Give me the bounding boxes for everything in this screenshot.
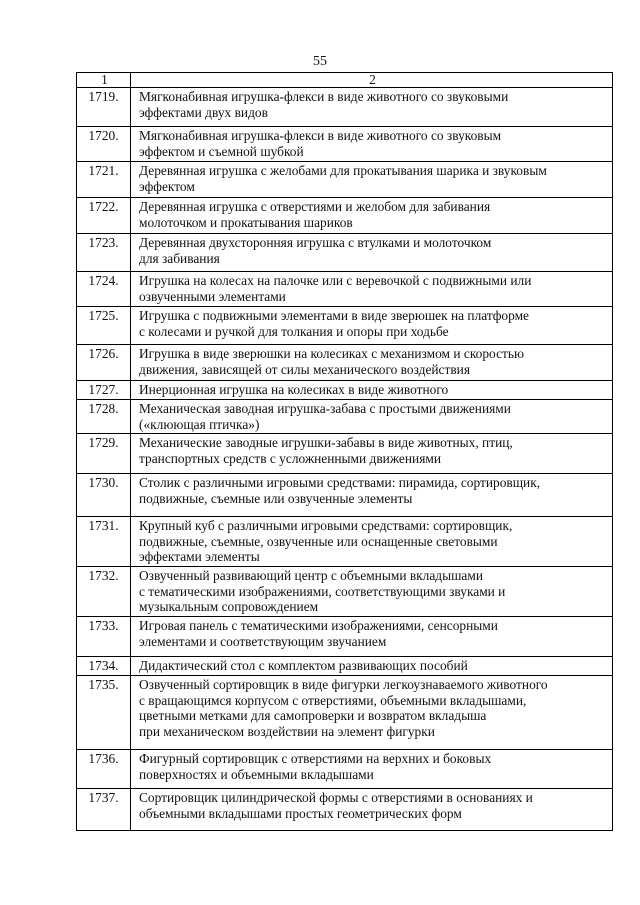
description-line: подвижные, съемные или озвученные элементы <box>139 490 413 506</box>
table-row <box>77 345 613 381</box>
row-number: 1731. <box>77 517 131 567</box>
row-description <box>131 400 613 434</box>
row-description <box>131 434 613 474</box>
description-line: эффектом и съемной шубкой <box>139 143 304 159</box>
description-line: музыкальным сопровождением <box>139 599 319 615</box>
row-description <box>131 88 613 127</box>
row-number: 1734. <box>77 656 131 675</box>
description-line: эффектами двух видов <box>139 104 268 120</box>
row-description <box>131 675 613 749</box>
row-description <box>131 656 613 675</box>
row-description <box>131 162 613 198</box>
description-line: подвижные, съемные, озвученные или оснащенные световыми <box>139 533 498 549</box>
description-line: с вращающимся корпусом с отверстиями, объемными вкладышами, <box>139 692 527 708</box>
table-row <box>77 381 613 400</box>
row-description <box>131 307 613 345</box>
description-line: Деревянная двухсторонняя игрушка с втулками и молоточком <box>139 235 492 250</box>
row-description <box>131 272 613 307</box>
table-row <box>77 127 613 162</box>
description-line: Игрушка в виде зверюшки на колесиках с механизмом и скоростью <box>139 346 524 361</box>
row-number: 1726. <box>77 345 131 381</box>
row-description <box>131 788 613 830</box>
description-line: транспортных средств с усложненными движениями <box>139 450 441 466</box>
page-number: 55 <box>313 54 327 69</box>
row-description <box>131 616 613 656</box>
description-line: при механическом воздействии на элемент фигурки <box>139 723 435 739</box>
table-row <box>77 88 613 127</box>
description-line: Инерционная игрушка на колесиках в виде животного <box>139 382 449 397</box>
description-line: эффектами элементы <box>139 549 260 565</box>
table-body <box>77 73 613 831</box>
description-line: эффектом <box>139 178 195 194</box>
table-row <box>77 656 613 675</box>
row-number: 1720. <box>77 127 131 162</box>
description-line: Фигурный сортировщик с отверстиями на верхних и боковых <box>139 750 492 766</box>
row-description <box>131 566 613 616</box>
table-row <box>77 749 613 788</box>
description-line: элементами и соответствующим звучанием <box>139 633 387 649</box>
description-line: Мягконабивная игрушка-флекси в виде животного со звуковыми <box>139 89 509 104</box>
row-description <box>131 749 613 788</box>
row-number: 1728. <box>77 400 131 434</box>
description-line: Мягконабивная игрушка-флекси в виде животного со звуковым <box>139 128 502 143</box>
description-line: поверхностях и объемными вкладышами <box>139 766 374 782</box>
description-line: с тематическими изображениями, соответствующими звуками и <box>139 583 506 599</box>
row-description <box>131 517 613 567</box>
table-header-row <box>77 73 613 88</box>
table-row <box>77 616 613 656</box>
description-line: объемными вкладышами простых геометрических форм <box>139 805 462 821</box>
row-number: 1732. <box>77 566 131 616</box>
row-number: 1737. <box>77 788 131 830</box>
description-line: Сортировщик цилиндрической формы с отверстиями в основаниях и <box>139 789 533 805</box>
table-row <box>77 307 613 345</box>
row-number: 1730. <box>77 474 131 517</box>
table-row <box>77 474 613 517</box>
row-number: 1735. <box>77 675 131 749</box>
row-description <box>131 474 613 517</box>
row-number: 1723. <box>77 234 131 272</box>
description-line: Дидактический стол с комплектом развивающих пособий <box>139 657 468 673</box>
description-line: Столик с различными игровыми средствами: пирамида, сортировщик, <box>139 475 541 491</box>
description-line: Крупный куб с различными игровыми средствами: сортировщик, <box>139 518 513 534</box>
table-row <box>77 198 613 234</box>
row-number: 1719. <box>77 88 131 127</box>
table-row <box>77 272 613 307</box>
row-number: 1733. <box>77 616 131 656</box>
description-line: («клюющая птичка») <box>139 416 260 432</box>
description-line: Озвученный развивающий центр с объемными вкладышами <box>139 567 483 583</box>
row-number: 1724. <box>77 272 131 307</box>
description-line: Игрушка на колесах на палочке или с веревочкой с подвижными или <box>139 273 532 288</box>
table-row <box>77 566 613 616</box>
description-line: Игровая панель с тематическими изображениями, сенсорными <box>139 617 498 633</box>
header-col-description: 2 <box>131 73 613 88</box>
items-table <box>76 72 613 831</box>
row-description <box>131 127 613 162</box>
description-line: для забивания <box>139 250 220 266</box>
table-row <box>77 400 613 434</box>
row-number: 1725. <box>77 307 131 345</box>
row-description <box>131 234 613 272</box>
description-line: цветными метками для самопроверки и возвратом вкладыша <box>139 708 487 724</box>
table-row <box>77 234 613 272</box>
description-line: молоточком и прокатывания шариков <box>139 214 353 230</box>
row-number: 1729. <box>77 434 131 474</box>
description-line: Механическая заводная игрушка-забава с простыми движениями <box>139 401 511 416</box>
table-row <box>77 788 613 830</box>
description-line: с колесами и ручкой для толкания и опоры при ходьбе <box>139 323 449 339</box>
description-line: озвученными элементами <box>139 288 286 304</box>
description-line: Деревянная игрушка с отверстиями и желобом для забивания <box>139 199 491 214</box>
description-line: Игрушка с подвижными элементами в виде зверюшек на платформе <box>139 308 529 323</box>
description-line: Деревянная игрушка с желобами для прокатывания шарика и звуковым <box>139 163 547 178</box>
row-number: 1721. <box>77 162 131 198</box>
description-line: Механические заводные игрушки-забавы в виде животных, птиц, <box>139 435 513 451</box>
header-col-number: 1 <box>77 73 131 88</box>
table-row <box>77 162 613 198</box>
row-description <box>131 198 613 234</box>
table-row <box>77 434 613 474</box>
row-number: 1727. <box>77 381 131 400</box>
row-description <box>131 381 613 400</box>
description-line: Озвученный сортировщик в виде фигурки легкоузнаваемого животного <box>139 676 548 692</box>
description-line: движения, зависящей от силы механического воздействия <box>139 361 471 377</box>
row-number: 1736. <box>77 749 131 788</box>
table-row <box>77 517 613 567</box>
row-number: 1722. <box>77 198 131 234</box>
table-row <box>77 675 613 749</box>
row-description <box>131 345 613 381</box>
